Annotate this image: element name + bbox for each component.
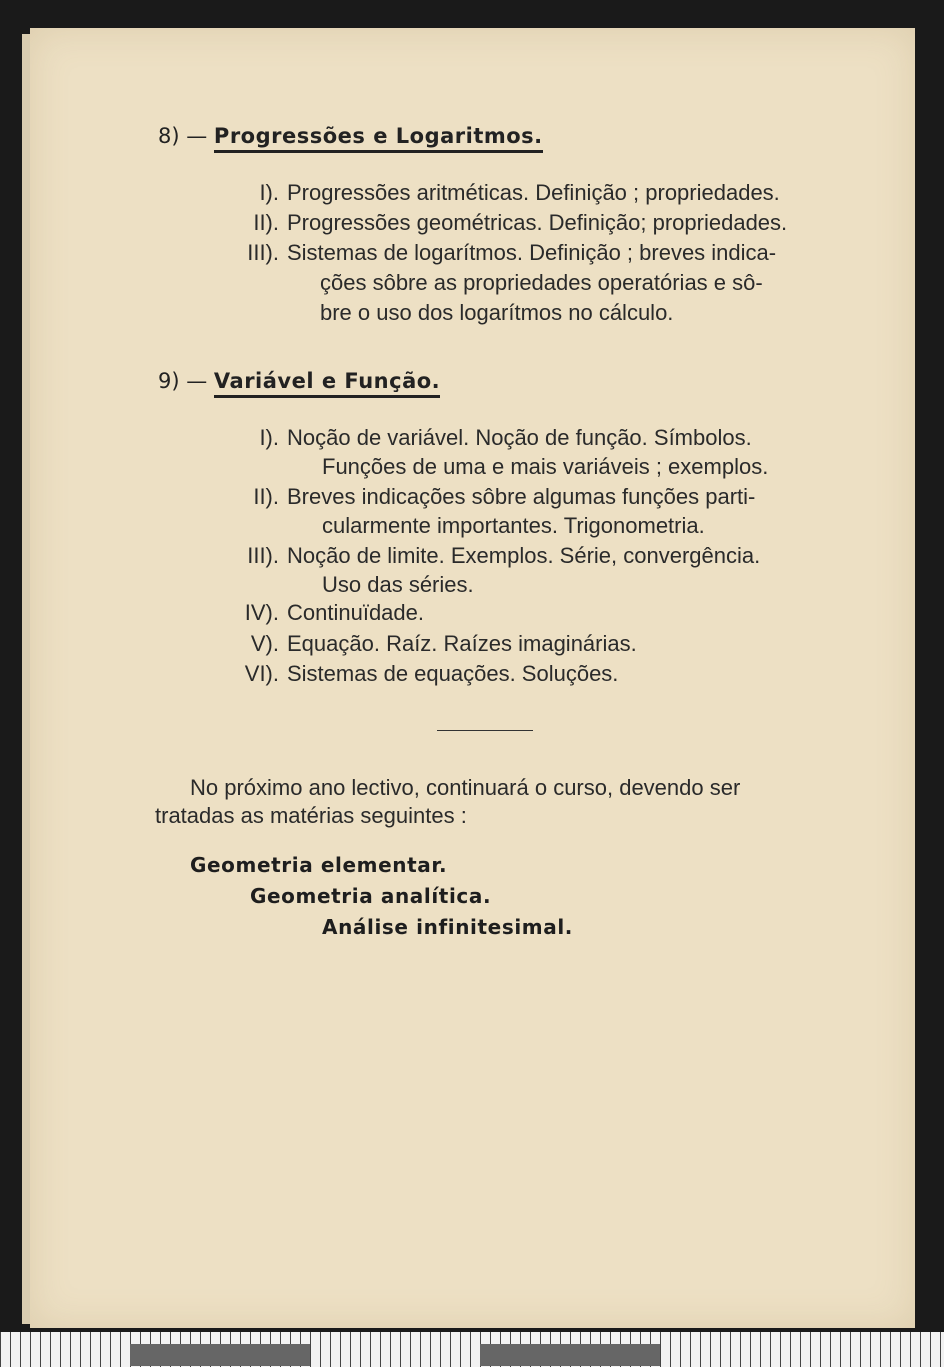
closing-line-1: No próximo ano lectivo, continuará o curso, devendo ser — [190, 775, 741, 800]
item-numeral: VI). — [244, 661, 279, 686]
section-8-heading — [158, 124, 543, 148]
closing-line-2: tratadas as matérias seguintes : — [155, 803, 467, 828]
item-text: Noção de limite. Exemplos. Série, convergência. — [287, 543, 761, 568]
list-item — [259, 178, 780, 208]
section-8-number: 8) — — [158, 124, 208, 148]
item-text: Sistemas de equações. Soluções. — [287, 661, 619, 686]
list-item — [253, 208, 788, 238]
item-numeral: III). — [247, 543, 279, 568]
subject-geometry-analytic: Geometria analítica. — [250, 884, 492, 908]
list-item — [244, 659, 619, 689]
divider-rule — [437, 730, 533, 731]
item-text: Progressões geométricas. Definição; propriedades. — [287, 210, 788, 235]
ruler-bar — [480, 1344, 660, 1366]
item-numeral: III). — [247, 240, 279, 265]
item-text: Breves indicações sôbre algumas funções parti- — [287, 484, 756, 509]
item-numeral: IV). — [244, 600, 279, 625]
item-text: Sistemas de logarítmos. Definição ; breves indica- — [287, 240, 777, 265]
subject-infinitesimal-analysis: Análise infinitesimal. — [322, 915, 573, 939]
list-item — [253, 482, 756, 512]
section-9-title: Variável e Função. — [214, 369, 440, 398]
list-item — [259, 423, 752, 453]
list-item — [247, 238, 777, 268]
item-numeral: II). — [253, 484, 279, 509]
section-8-title: Progressões e Logaritmos. — [214, 124, 543, 153]
subject-geometry-elementary: Geometria elementar. — [190, 853, 448, 877]
item-continuation: ções sôbre as propriedades operatórias e sô- — [320, 270, 763, 295]
item-numeral: I). — [259, 425, 279, 450]
section-9-heading — [158, 369, 440, 393]
item-text: Progressões aritméticas. Definição ; propriedades. — [287, 180, 780, 205]
item-text: Noção de variável. Noção de função. Símbolos. — [287, 425, 752, 450]
item-continuation: Uso das séries. — [322, 572, 474, 597]
item-text: Continuïdade. — [287, 600, 424, 625]
list-item — [244, 598, 424, 628]
section-9-number: 9) — — [158, 369, 208, 393]
list-item — [247, 541, 761, 571]
item-continuation: bre o uso dos logarítmos no cálculo. — [320, 300, 674, 325]
item-numeral: I). — [259, 180, 279, 205]
item-continuation: cularmente importantes. Trigonometria. — [322, 513, 705, 538]
item-text: Equação. Raíz. Raízes imaginárias. — [287, 631, 637, 656]
item-numeral: II). — [253, 210, 279, 235]
item-numeral: V). — [250, 631, 279, 656]
ruler-bar — [130, 1344, 310, 1366]
item-continuation: Funções de uma e mais variáveis ; exemplos. — [322, 454, 769, 479]
list-item — [250, 629, 637, 659]
